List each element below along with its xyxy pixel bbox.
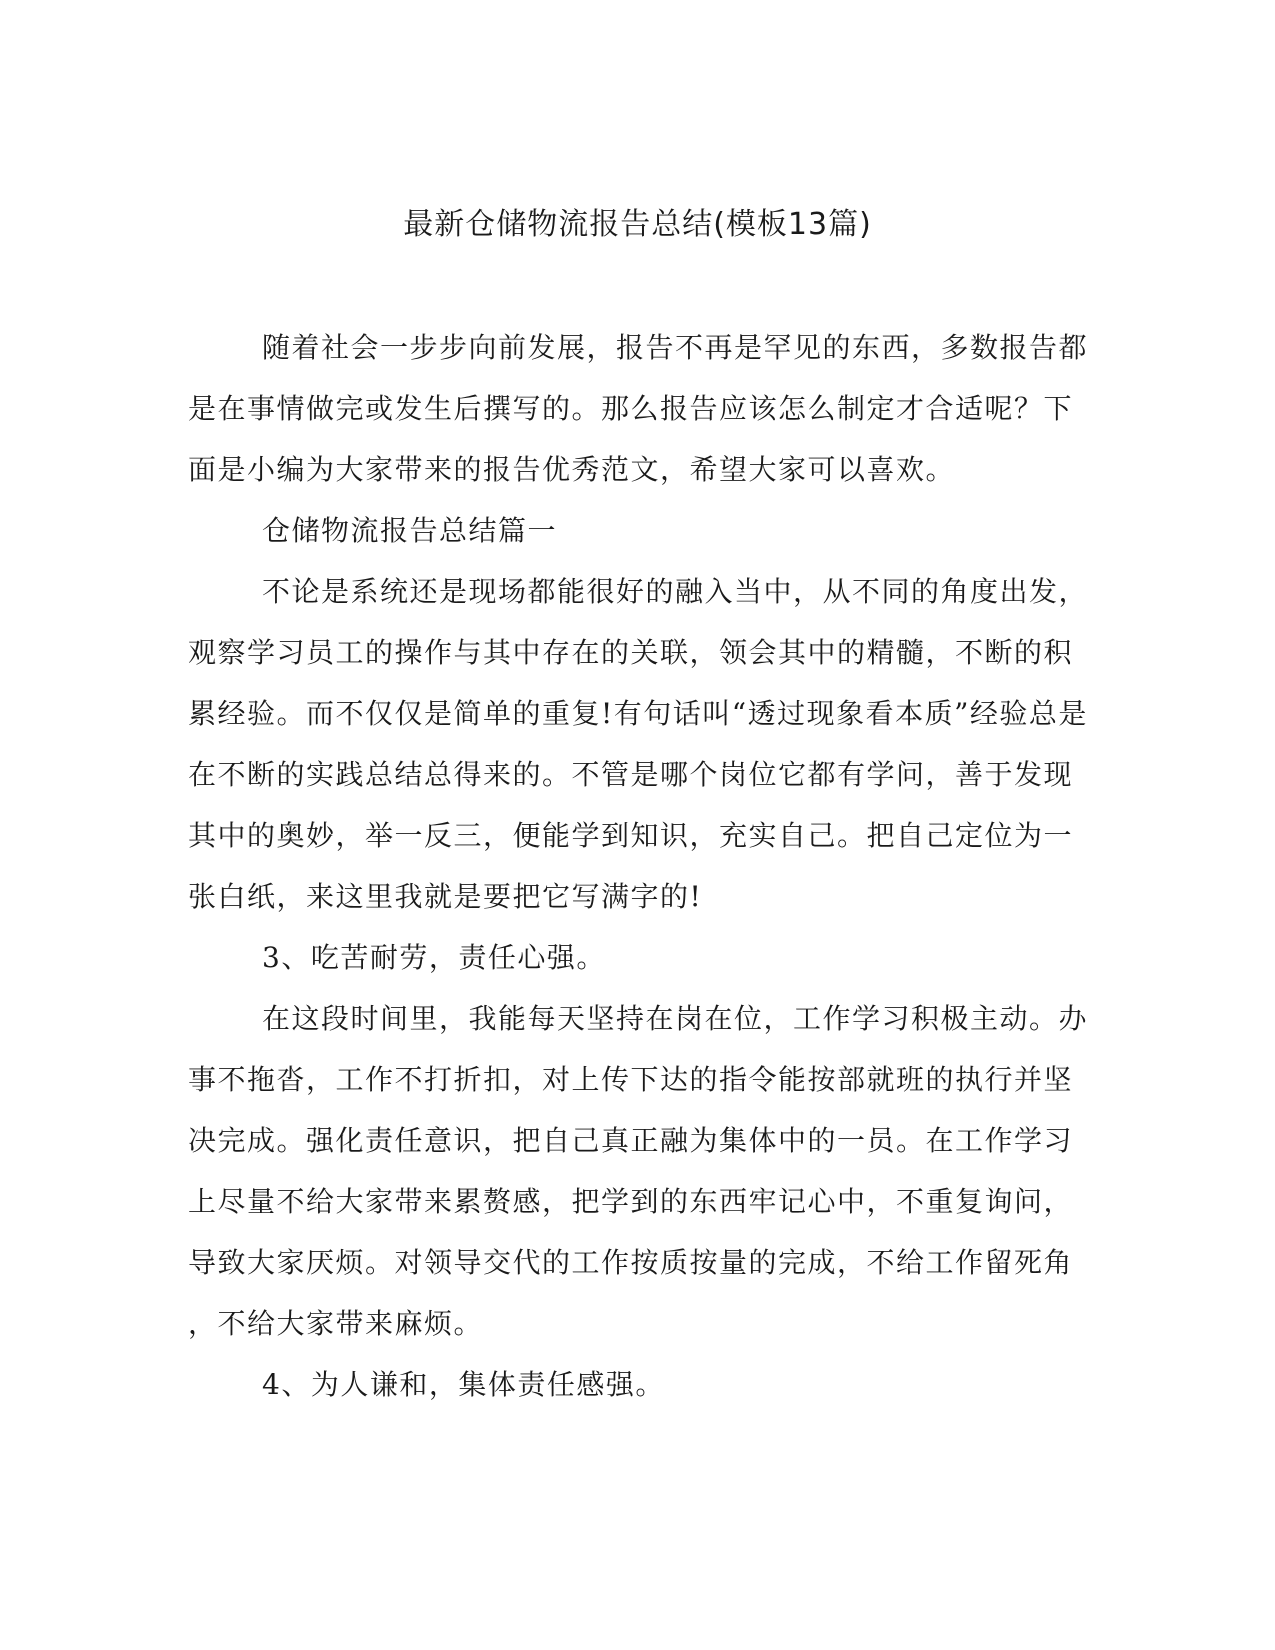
paragraph-line: 面是小编为大家带来的报告优秀范文，希望大家可以喜欢。: [188, 453, 956, 486]
paragraph-line: 观察学习员工的操作与其中存在的关联，领会其中的精髓，不断的积: [188, 636, 1074, 669]
document-body: [188, 317, 1089, 1415]
paragraph-diligence: [188, 988, 1089, 1354]
paragraph-line: 随着社会一步步向前发展，报告不再是罕见的东西，多数报告都: [262, 331, 1089, 364]
paragraph-line: 其中的奥妙，举一反三，便能学到知识，充实自己。把自己定位为一: [188, 819, 1074, 852]
paragraph-line: 导致大家厌烦。对领导交代的工作按质按量的完成，不给工作留死角: [188, 1246, 1074, 1279]
paragraph-line: ，不给大家带来麻烦。: [188, 1307, 484, 1340]
paragraph-line: 上尽量不给大家带来累赘感，把学到的东西牢记心中，不重复询问，: [188, 1185, 1074, 1218]
paragraph-line: 累经验。而不仅仅是简单的重复!有句话叫“透过现象看本质”经验总是: [188, 697, 1088, 730]
paragraph-line: 在不断的实践总结总得来的。不管是哪个岗位它都有学问，善于发现: [188, 758, 1074, 791]
document-title: 最新仓储物流报告总结(模板13篇): [403, 207, 872, 242]
numbered-point-3: [188, 927, 1078, 988]
section-heading-text: 仓储物流报告总结篇一: [262, 514, 558, 547]
numbered-point-text: 3、吃苦耐劳，责任心强。: [262, 941, 606, 974]
paragraph-line: 张白纸，来这里我就是要把它写满字的!: [188, 880, 703, 913]
paragraph-line: 事不拖沓，工作不打折扣，对上传下达的指令能按部就班的执行并坚: [188, 1063, 1074, 1096]
paragraph-intro: [188, 317, 1089, 500]
paragraph-line: 是在事情做完或发生后撰写的。那么报告应该怎么制定才合适呢？下: [188, 392, 1074, 425]
numbered-point-4: [188, 1354, 1078, 1415]
paragraph-learning: [188, 561, 1089, 927]
paragraph-line: 决完成。强化责任意识，把自己真正融为集体中的一员。在工作学习: [188, 1124, 1074, 1157]
paragraph-line: 在这段时间里，我能每天坚持在岗在位，工作学习积极主动。办: [262, 1002, 1089, 1035]
paragraph-line: 不论是系统还是现场都能很好的融入当中，从不同的角度出发，: [262, 575, 1089, 608]
numbered-point-text: 4、为人谦和，集体责任感强。: [262, 1368, 665, 1401]
section-heading: [188, 500, 1078, 561]
